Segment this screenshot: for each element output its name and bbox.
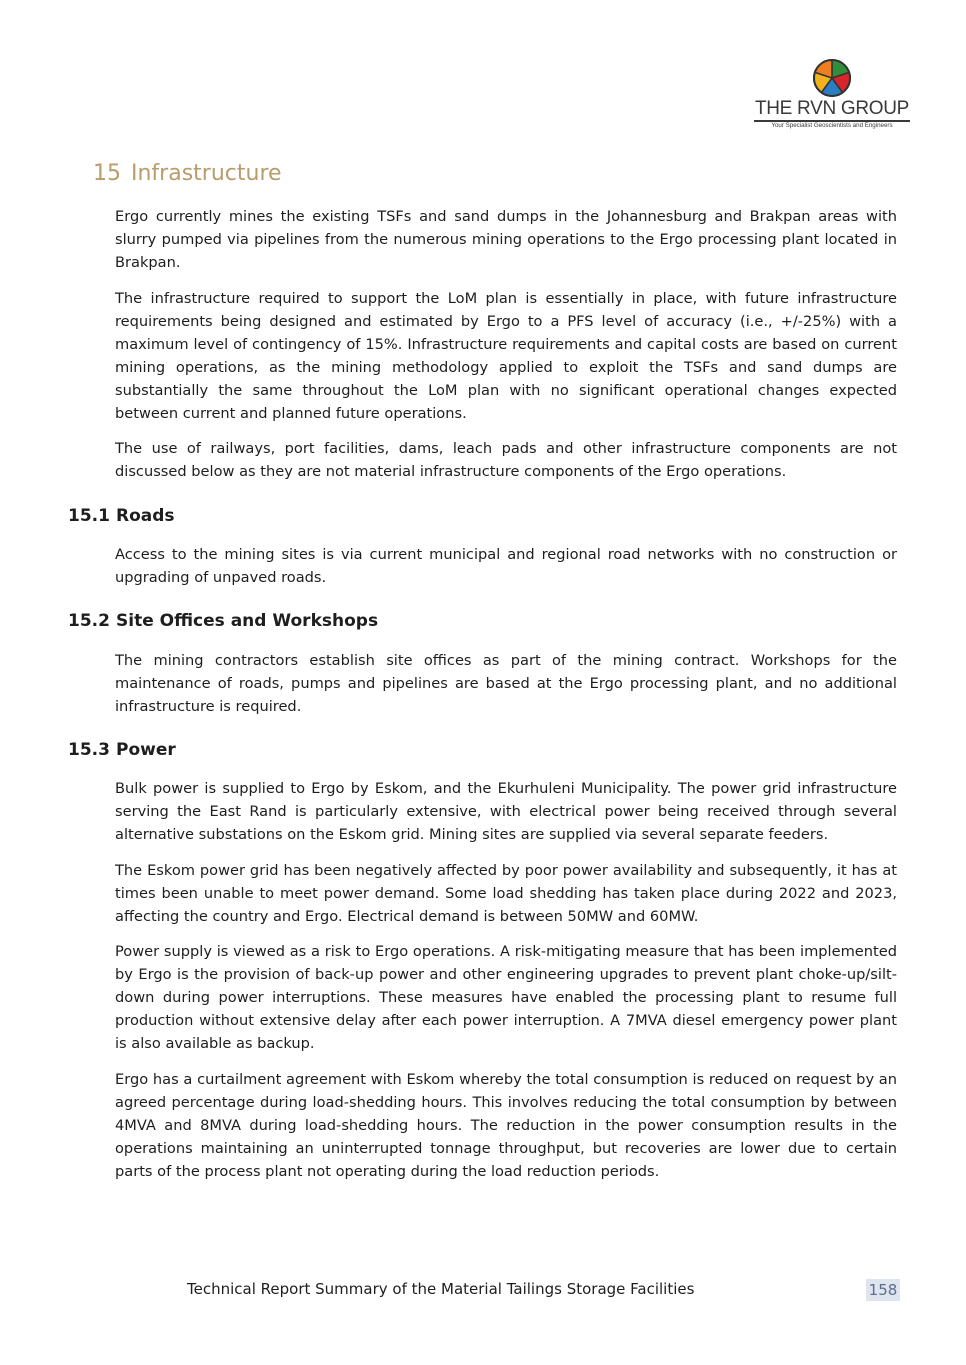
section-heading-roads (68, 505, 175, 527)
power-paragraph-3: Power supply is viewed as a risk to Ergo operations. A risk-mitigating measure that has been implemented by Ergo is the provision of back-up power and other engineering upgrades to prevent plant choke-up/silt-down during power interruptions. These measures have enabled the processing plant to resume full production without extensive delay after each power interruption. A 7MVA diesel emergency power plant is also available as backup. (115, 943, 897, 1052)
offices-paragraph: The mining contractors establish site offices as part of the mining contract. Workshops for the maintenance of roads, pumps and pipelines are based at the Ergo processing plant, and no additional infrastructure is required. (115, 652, 897, 715)
chapter-heading (93, 161, 282, 186)
section-heading-site-offices (68, 610, 378, 632)
page-number: 158 (866, 1279, 900, 1301)
section-number: 15.3 (68, 740, 110, 760)
rvn-pie-emblem-icon (810, 58, 854, 98)
footer-report-title: Technical Report Summary of the Material Tailings Storage Facilities (187, 1280, 695, 1298)
logo-name: THE RVN GROUP (754, 98, 910, 119)
intro-paragraph-2: The infrastructure required to support the LoM plan is essentially in place, with future infrastructure requirements being designed and estimated by Ergo to a PFS level of accuracy (i.e., +/-25%) with a maximum level of contingency of 15%. Infrastructure requirements and capital costs are based on current mining operations, as the mining methodology applied to exploit the TSFs and sand dumps are substantially the same throughout the LoM plan with no significant operational changes expected between current and planned future operations. (115, 290, 897, 422)
intro-paragraph-1: Ergo currently mines the existing TSFs and sand dumps in the Johannesburg and Brakpan areas with slurry pumped via pipelines from the numerous mining operations to the Ergo processing plant located in Brakpan. (115, 208, 897, 271)
section-title: Power (116, 740, 176, 760)
chapter-number: 15 (93, 161, 121, 186)
logo-tagline: Your Specialist Geoscientists and Engineers (771, 122, 893, 129)
power-paragraph-2: The Eskom power grid has been negatively affected by poor power availability and subsequently, it has at times been unable to meet power demand. Some load shedding has taken place during 2022 and 2023, affecting the country and Ergo. Electrical demand is between 50MW and 60MW. (115, 862, 897, 925)
rvn-group-logo (752, 58, 912, 134)
roads-paragraph: Access to the mining sites is via current municipal and regional road networks with no construction or upgrading of unpaved roads. (115, 546, 897, 586)
section-number: 15.1 (68, 506, 110, 526)
section-title: Site Offices and Workshops (116, 611, 379, 631)
chapter-title: Infrastructure (131, 161, 282, 186)
power-paragraph-4: Ergo has a curtailment agreement with Eskom whereby the total consumption is reduced on request by an agreed percentage during load-shedding hours. This involves reducing the total consumption by between 4MVA and 8MVA during load-shedding hours. The reduction in the power consumption results in the operations maintaining an uninterrupted tonnage throughput, but recoveries are lower due to certain parts of the process plant not operating during the load reduction periods. (115, 1071, 897, 1180)
intro-paragraph-3: The use of railways, port facilities, dams, leach pads and other infrastructure components are not discussed below as they are not material infrastructure components of the Ergo operations. (115, 440, 897, 480)
section-number: 15.2 (68, 611, 110, 631)
power-paragraph-1: Bulk power is supplied to Ergo by Eskom, and the Ekurhuleni Municipality. The power grid infrastructure serving the East Rand is particularly extensive, with electrical power being received through several alternative substations on the Eskom grid. Mining sites are supplied via several separate feeders. (115, 780, 897, 843)
section-heading-power (68, 739, 176, 761)
section-title: Roads (116, 506, 175, 526)
